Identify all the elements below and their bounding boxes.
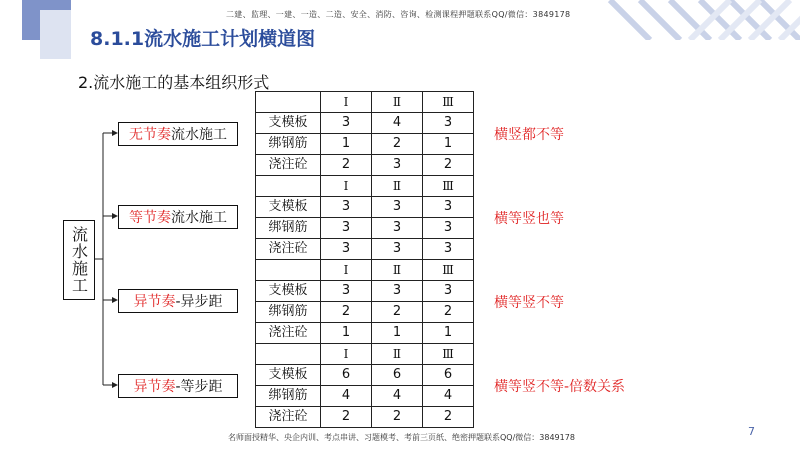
header-blank-cell xyxy=(256,260,321,281)
column-header: Ⅰ xyxy=(321,92,372,113)
table-row xyxy=(256,113,474,134)
table-row xyxy=(256,386,474,407)
branch-text: 流水施工 xyxy=(171,210,227,226)
table-cell: 3 xyxy=(423,218,474,239)
row-label: 绑钢筋 xyxy=(256,134,321,155)
branch-node-2 xyxy=(118,205,238,229)
table-row xyxy=(256,407,474,428)
row-label: 支模板 xyxy=(256,113,321,134)
table-cell: 2 xyxy=(321,155,372,176)
table-cell: 3 xyxy=(321,239,372,260)
column-header: Ⅰ xyxy=(321,260,372,281)
footer-contact-note: 名师面授精华、央企内训、考点串讲、习题模考、考前三页纸、绝密押题联系QQ/微信：3849178 xyxy=(228,433,575,442)
table-cell: 4 xyxy=(321,386,372,407)
table-row xyxy=(256,218,474,239)
row-label: 浇注砼 xyxy=(256,155,321,176)
result-label-1: 横竖都不等 xyxy=(494,127,564,143)
column-header: Ⅲ xyxy=(423,92,474,113)
table-cell: 3 xyxy=(423,239,474,260)
table-cell: 2 xyxy=(423,407,474,428)
header-blank-cell xyxy=(256,92,321,113)
column-header: Ⅲ xyxy=(423,344,474,365)
table-header-row xyxy=(256,176,474,197)
row-label: 浇注砼 xyxy=(256,323,321,344)
row-label: 绑钢筋 xyxy=(256,218,321,239)
table-cell: 3 xyxy=(372,197,423,218)
table-cell: 2 xyxy=(372,407,423,428)
table-cell: 3 xyxy=(423,281,474,302)
result-label-3: 横等竖不等 xyxy=(494,295,564,311)
table-cell: 3 xyxy=(372,155,423,176)
branch-highlight-text: 无节奏 xyxy=(129,127,171,143)
table-header-row xyxy=(256,92,474,113)
table-row xyxy=(256,323,474,344)
section-subtitle: 2.流水施工的基本组织形式 xyxy=(78,73,270,92)
table-cell: 1 xyxy=(423,323,474,344)
table-row xyxy=(256,155,474,176)
branch-text: -异步距 xyxy=(175,294,223,310)
table-cell: 4 xyxy=(423,386,474,407)
table-cell: 4 xyxy=(372,113,423,134)
row-label: 支模板 xyxy=(256,197,321,218)
page-number: 7 xyxy=(748,425,755,438)
row-label: 浇注砼 xyxy=(256,239,321,260)
root-node-label: 流水施工 xyxy=(69,226,89,294)
table-row xyxy=(256,281,474,302)
branch-node-3 xyxy=(118,289,238,313)
table-row xyxy=(256,302,474,323)
table-cell: 2 xyxy=(423,302,474,323)
column-header: Ⅱ xyxy=(372,92,423,113)
column-header: Ⅰ xyxy=(321,176,372,197)
page-title: 8.1.1流水施工计划横道图 xyxy=(90,28,316,50)
table-cell: 3 xyxy=(423,197,474,218)
table-cell: 3 xyxy=(321,197,372,218)
data-table-3 xyxy=(255,259,474,344)
table-cell: 3 xyxy=(321,218,372,239)
row-label: 浇注砼 xyxy=(256,407,321,428)
column-header: Ⅰ xyxy=(321,344,372,365)
table-cell: 3 xyxy=(372,281,423,302)
header-contact-note: 二建、监理、一建、一造、二造、安全、消防、咨询、检测课程押题联系QQ/微信：3849178 xyxy=(226,10,571,19)
table-cell: 3 xyxy=(372,239,423,260)
table-cell: 2 xyxy=(423,155,474,176)
table-cell: 1 xyxy=(321,134,372,155)
branch-text: 流水施工 xyxy=(171,127,227,143)
table-row xyxy=(256,239,474,260)
data-table-2 xyxy=(255,175,474,260)
column-header: Ⅱ xyxy=(372,260,423,281)
branch-highlight-text: 等节奏 xyxy=(129,210,171,226)
table-cell: 4 xyxy=(372,386,423,407)
column-header: Ⅱ xyxy=(372,176,423,197)
column-header: Ⅲ xyxy=(423,176,474,197)
row-label: 绑钢筋 xyxy=(256,386,321,407)
table-cell: 6 xyxy=(423,365,474,386)
column-header: Ⅱ xyxy=(372,344,423,365)
branch-text: -等步距 xyxy=(175,379,223,395)
table-cell: 3 xyxy=(321,281,372,302)
table-cell: 1 xyxy=(372,323,423,344)
table-header-row xyxy=(256,260,474,281)
table-cell: 2 xyxy=(372,302,423,323)
data-table-4 xyxy=(255,343,474,428)
branch-highlight-text: 异节奏 xyxy=(133,379,176,395)
table-row xyxy=(256,197,474,218)
table-cell: 2 xyxy=(321,302,372,323)
result-label-4: 横等竖不等-倍数关系 xyxy=(494,379,626,395)
root-node xyxy=(63,220,95,300)
table-cell: 3 xyxy=(423,113,474,134)
row-label: 支模板 xyxy=(256,365,321,386)
branch-node-1 xyxy=(118,122,238,146)
column-header: Ⅲ xyxy=(423,260,474,281)
table-cell: 6 xyxy=(321,365,372,386)
data-table-1 xyxy=(255,91,474,176)
table-header-row xyxy=(256,344,474,365)
result-label-2: 横等竖也等 xyxy=(494,211,564,227)
table-cell: 2 xyxy=(321,407,372,428)
table-cell: 6 xyxy=(372,365,423,386)
table-cell: 2 xyxy=(372,134,423,155)
header-blank-cell xyxy=(256,344,321,365)
branch-highlight-text: 异节奏 xyxy=(133,294,176,310)
row-label: 绑钢筋 xyxy=(256,302,321,323)
branch-node-4 xyxy=(118,374,238,398)
table-cell: 3 xyxy=(321,113,372,134)
table-cell: 3 xyxy=(372,218,423,239)
table-row xyxy=(256,134,474,155)
table-cell: 1 xyxy=(423,134,474,155)
header-blank-cell xyxy=(256,176,321,197)
table-cell: 1 xyxy=(321,323,372,344)
table-row xyxy=(256,365,474,386)
row-label: 支模板 xyxy=(256,281,321,302)
